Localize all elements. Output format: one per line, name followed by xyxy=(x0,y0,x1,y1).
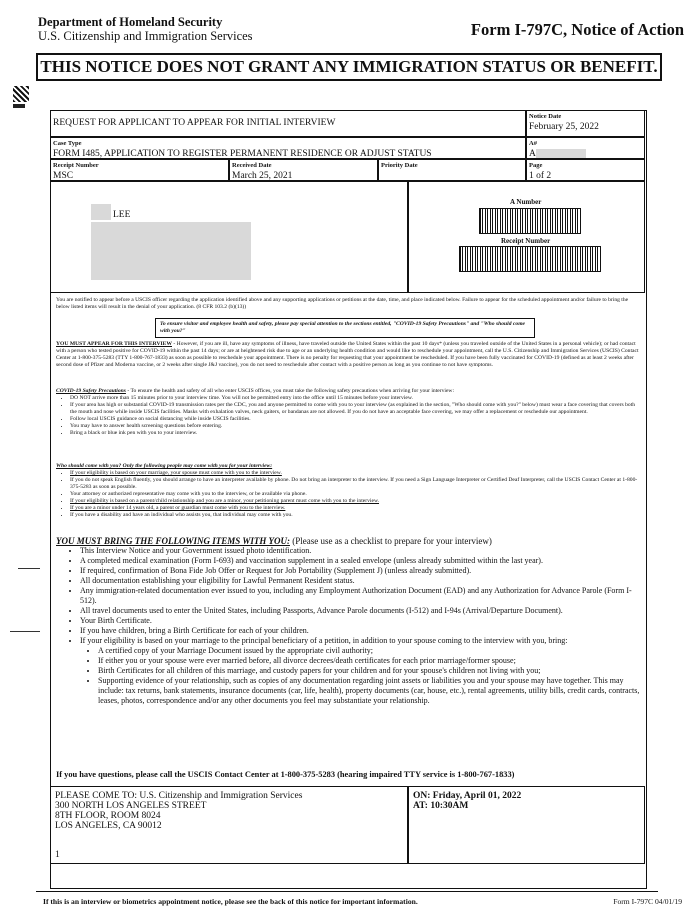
must-appear-heading: YOU MUST APPEAR FOR THIS INTERVIEW xyxy=(56,341,172,347)
barcode-block xyxy=(408,181,645,293)
bring-section xyxy=(56,536,640,706)
received-cell xyxy=(229,159,378,181)
must-appear-paragraph xyxy=(56,341,640,369)
case-type-label: Case Type xyxy=(53,140,82,147)
a-number-barcode-label: A Number xyxy=(510,198,542,206)
appointment-time-value: AT: 10:30AM xyxy=(413,801,469,811)
covid-intro: - To ensure the health and safety of all who enter USCIS offices, you must take the following safety precautions when arriving for your interview: xyxy=(125,388,455,394)
redacted-address xyxy=(91,222,251,280)
footer-note: If this is an interview or biometrics appointment notice, please see the back of this notice for important information. xyxy=(43,897,418,906)
case-type-cell xyxy=(50,137,526,159)
notice-date: February 25, 2022 xyxy=(529,122,599,132)
receipt-cell xyxy=(50,159,229,181)
list-item: • All documentation establishing your eligibility for Lawful Permanent Resident status. xyxy=(80,576,640,586)
bring-heading: YOU MUST BRING THE FOLLOWING ITEMS WITH YOU: xyxy=(56,536,290,546)
covid-list xyxy=(56,395,640,437)
list-item: • If either you or your spouse were ever married before, all divorce decrees/death certificates for each prior marriage/former spouse; xyxy=(98,656,640,666)
list-item: • If you have a disability and have an individual who assists you, that individual may come with you. xyxy=(70,512,640,519)
subagency-name: U.S. Citizenship and Immigration Services xyxy=(38,29,253,43)
received-label: Received Date xyxy=(232,162,272,169)
appointment-location xyxy=(50,786,408,864)
city-line: LOS ANGELES, CA 90012 xyxy=(55,821,162,831)
list-item: • You may have to answer health screening questions before entering. xyxy=(70,423,640,430)
a-number-barcode xyxy=(479,208,581,234)
list-item: • Any immigration-related documentation ever issued to you, including any Employment Authorization Document (EAD) and any Authorization for Advance Parole (Form I-512). xyxy=(80,586,640,606)
a-number-value: A xyxy=(529,149,642,159)
request-title: REQUEST FOR APPLICANT TO APPEAR FOR INITIAL INTERVIEW xyxy=(53,118,336,128)
list-item: • If you do not speak English fluently, you should arrange to have an interpreter available by phone. Do not bring an interpreter to the interview. If you need a Sign Language Interpreter or Certified Deaf Interpreter, call the USCIS Contact Center at 1-800-375-5283 as soon as possible. xyxy=(70,477,640,491)
bring-list xyxy=(56,546,640,646)
list-item: • Your attorney or authorized representative may come with you to the interview, or be available via phone. xyxy=(70,491,640,498)
who-list xyxy=(56,470,640,519)
must-appear-text: - However, if you are ill, have any symptoms of illness, have traveled outside the United States within the past 10 days* (unless you traveled outside of the United States in a personal vehicle); or had contact with a person who tested positive for COVID-19 within the past 14 days; or are at heightened risk due to age or an underlying health condition and would like to reschedule your appointment, call the U.S. Citizenship and Immigration Services (USCIS) Contact Center at 1-800-375-5283 (TTY 1-800-767-1833) as soon as possible to reschedule your appointment. There is no penalty for requesting that your appointment be rescheduled. If you have been fully vaccinated for COVID-19 (defined as at least 2 weeks after second dose of Pfizer and Moderna vaccine, or 2 weeks after single J&J vaccine), you do not need to reschedule after contact with a positive person as long as you continue to not have symptoms. xyxy=(56,341,639,368)
marriage-list xyxy=(56,646,640,706)
list-item: • Your Birth Certificate. xyxy=(80,616,640,626)
form-id: Form I-797C 04/01/19 xyxy=(613,897,682,906)
list-item: • If required, confirmation of Bona Fide Job Offer or Request for Job Portability (Supplement J) (unless already submitted). xyxy=(80,566,640,576)
a-number-label: A# xyxy=(529,140,537,147)
list-item: • A completed medical examination (Form I-693) and vaccination supplement in a sealed envelope (unless already submitted within the last year). xyxy=(80,556,640,566)
status-banner: THIS NOTICE DOES NOT GRANT ANY IMMIGRATION STATUS OR BENEFIT. xyxy=(36,53,662,81)
covid-heading: COVID-19 Safety Precautions xyxy=(56,388,126,394)
safety-notice-box: To ensure visitor and employee health and safety, please pay special attention to the sections entitled, "COVID-19 Safety Precautions" and "Who should come with you?" xyxy=(155,318,535,338)
priority-cell xyxy=(378,159,526,181)
receipt-barcode-label: Receipt Number xyxy=(501,237,551,245)
appointment-date: ON: Friday, April 01, 2022 xyxy=(413,791,522,801)
list-item: • If your area has high or substantial COVID-19 transmission rates per the CDC, you and anyone permitted to come with you to your interview (as explained in the section, "Who should come with you?" below) must wear a face covering that covers both the mouth and nose while inside USCIS facilities. Masks with exhalation valves, neck gaiters, or bandanas are not allowed. If you do not have an acceptable face covering, we may offer a replacement or reschedule our appointment. xyxy=(70,402,640,416)
who-heading: Who should come with you? Only the following people may come with you for your interview: xyxy=(56,463,273,469)
receipt-barcode xyxy=(459,246,601,272)
qr-code-mark xyxy=(13,104,25,108)
list-item: • If you have children, bring a Birth Certificate for each of your children. xyxy=(80,626,640,636)
notice-date-label: Notice Date xyxy=(529,113,562,120)
list-item: • If your eligibility is based on your marriage to the principal beneficiary of a petition, in addition to your spouse coming to the interview with you, bring: xyxy=(80,636,640,646)
received-value: March 25, 2021 xyxy=(232,171,293,181)
case-type: FORM I485, APPLICATION TO REGISTER PERMANENT RESIDENCE OR ADJUST STATUS xyxy=(53,149,432,159)
covid-section xyxy=(56,388,640,437)
list-item: • Bring a black or blue ink pen with you to your interview. xyxy=(70,430,640,437)
page-value: 1 of 2 xyxy=(529,171,552,181)
floor-line: 8TH FLOOR, ROOM 8024 xyxy=(55,811,161,821)
receipt-label: Receipt Number xyxy=(53,162,99,169)
list-item: • Follow local USCIS guidance on social distancing while inside USCIS facilities. xyxy=(70,416,640,423)
list-item: • If you are a minor under 14 years old, a parent or guardian must come with you to the interview. xyxy=(70,505,640,512)
redacted-name xyxy=(91,204,111,220)
page-cell xyxy=(526,159,645,181)
page-label: Page xyxy=(529,162,543,169)
receipt-value: MSC xyxy=(53,171,74,181)
list-item: • DO NOT arrive more than 15 minutes prior to your interview time. You will not be permitted entry into the office until 15 minutes before your interview. xyxy=(70,395,640,402)
applicant-block xyxy=(50,181,408,293)
agency-name: Department of Homeland Security xyxy=(38,15,223,29)
list-item: • Supporting evidence of your relationship, such as copies of any documentation regarding joint assets or liabilities you and your spouse may have together. This may include: tax returns, bank statements, insurance documents (car, life, health), property documents (car, house, etc.), rental agreements, utility bills, credit cards, contracts, leases, photos, correspondence and/or any other documents you feel may substantiate your relationship. xyxy=(98,676,640,706)
a-number-cell xyxy=(526,137,645,159)
footer-divider xyxy=(36,891,658,892)
form-title: Form I-797C, Notice of Action xyxy=(470,20,684,39)
request-title-cell xyxy=(50,110,526,137)
come-to-line: PLEASE COME TO: U.S. Citizenship and Immigration Services xyxy=(55,791,303,801)
list-item: • This Interview Notice and your Government issued photo identification. xyxy=(80,546,640,556)
appointment-time xyxy=(408,786,645,864)
agency-header xyxy=(38,15,253,43)
street-line: 300 NORTH LOS ANGELES STREET xyxy=(55,801,207,811)
margin-mark xyxy=(10,631,40,632)
list-item: • If your eligibility is based on your marriage, your spouse must come with you to the interview. xyxy=(70,470,640,477)
list-item: • If your eligibility is based on a parent/child relationship and you are a minor, your petitioning parent must come with you to the interview. xyxy=(70,498,640,505)
margin-mark xyxy=(18,568,40,569)
list-item: • Birth Certificates for all children of this marriage, and custody papers for your children and for your spouse's children not living with you; xyxy=(98,666,640,676)
bring-suffix: (Please use as a checklist to prepare for your interview) xyxy=(289,536,492,546)
qr-code-icon xyxy=(13,86,29,102)
questions-line: If you have questions, please call the USCIS Contact Center at 1-800-375-5283 (hearing impaired TTY service is 1-800-767-1833) xyxy=(56,770,515,779)
list-item: • A certified copy of your Marriage Document issued by the appropriate civil authority; xyxy=(98,646,640,656)
who-section xyxy=(56,463,640,519)
applicant-name: LEE xyxy=(113,210,131,220)
box-number: 1 xyxy=(55,850,60,860)
list-item: • All travel documents used to enter the United States, including Passports, Advance Parole documents (I-512) and I-94s (Arrival/Departure Document). xyxy=(80,606,640,616)
notice-date-cell xyxy=(526,110,645,137)
intro-paragraph: You are notified to appear before a USCIS officer regarding the application identified above and any supporting applications or petitions at the date, time, and place indicated below. Failure to appear for the scheduled appointment and/or failure to bring the below listed items will result in the denial of your application. (8 CFR 103.2 (b)(13)) xyxy=(56,297,629,310)
priority-label: Priority Date xyxy=(381,162,418,169)
